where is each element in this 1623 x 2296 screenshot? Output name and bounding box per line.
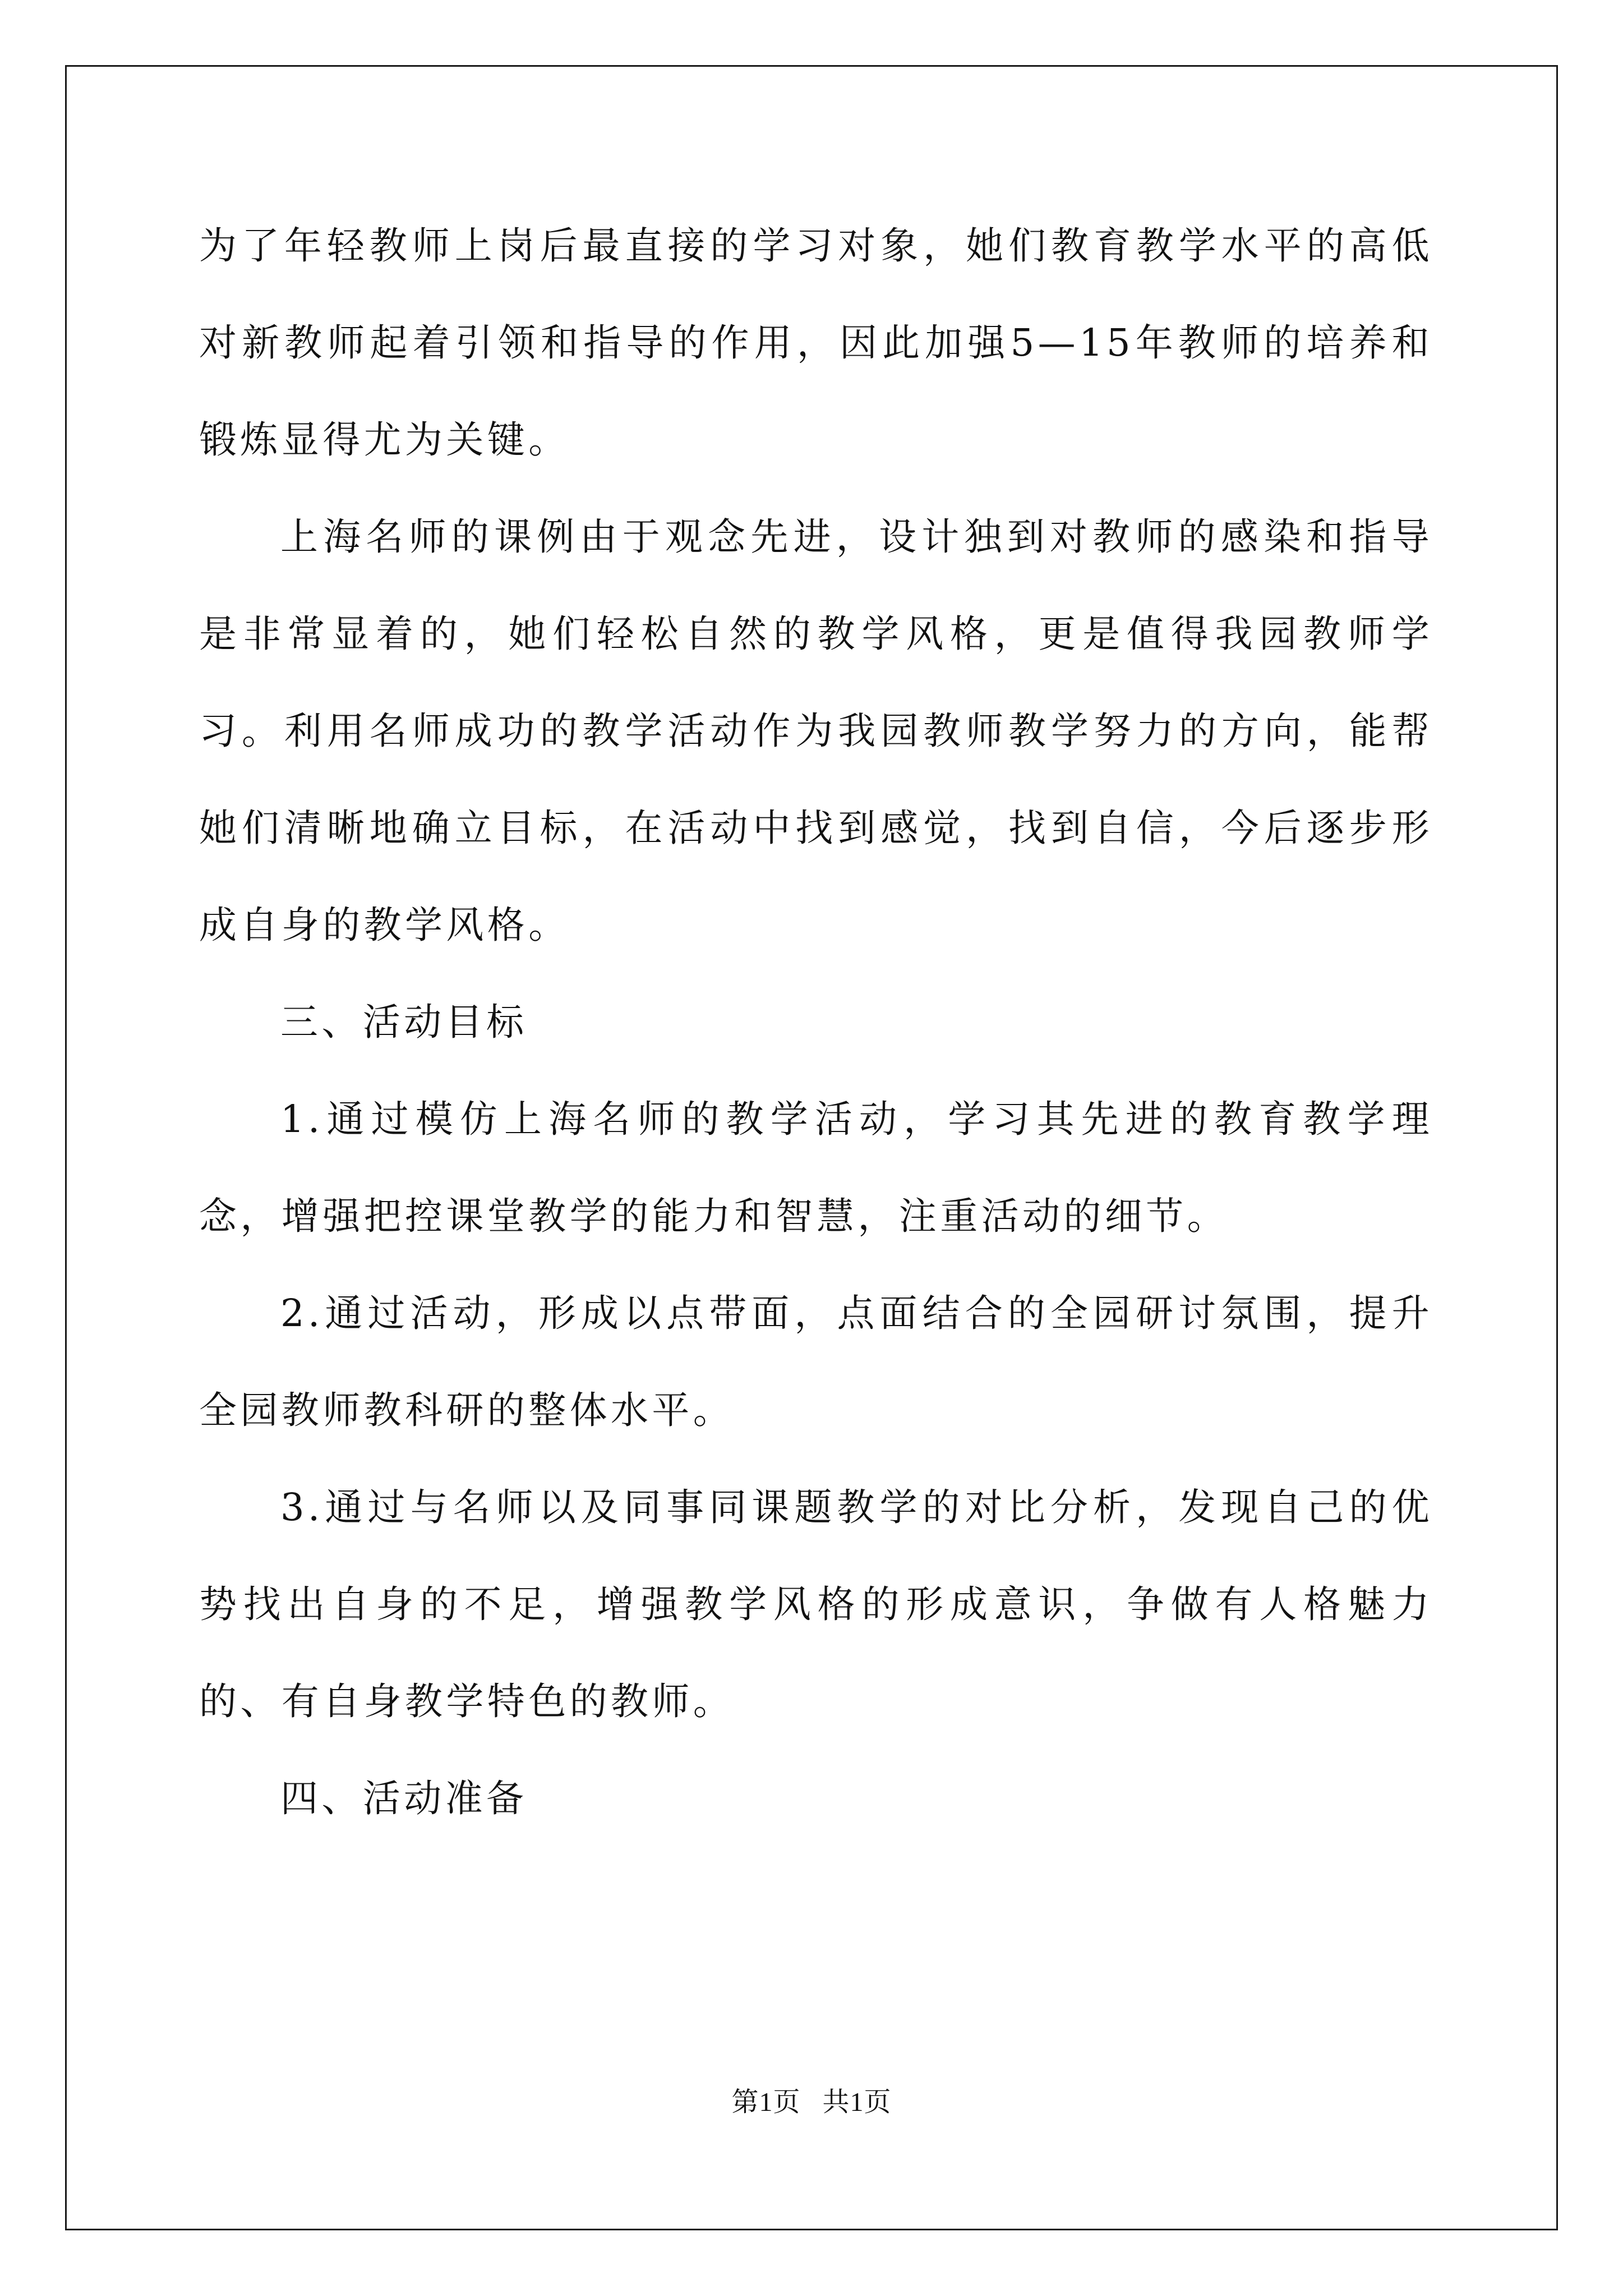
paragraph-intro-continuation: 为了年轻教师上岗后最直接的学习对象，她们教育教学水平的高低对新教师起着引领和指导的作用，因此加强5—15年教师的培养和锻炼显得尤为关键。 bbox=[199, 224, 1433, 462]
paragraph-shanghai-teachers: 上海名师的课例由于观念先进，设计独到对教师的感染和指导是非常显着的，她们轻松自然的教学风格，更是值得我园教师学习。利用名师成功的教学活动作为我园教师教学努力的方向，能帮她们清晰地确立目标，在活动中找到感觉，找到自信，今后逐步形成自身的教学风格。 bbox=[199, 515, 1433, 947]
section-heading-activity-preparation: 四、活动准备 bbox=[280, 1777, 528, 1820]
page-number-footer: 第1页 共1页 bbox=[731, 2087, 892, 2117]
list-item-goal-1: 1.通过模仿上海名师的教学活动，学习其先进的教育教学理念，增强把控课堂教学的能力和智慧，注重活动的细节。 bbox=[199, 1097, 1433, 1238]
document-body bbox=[199, 197, 1433, 1847]
list-item-goal-2: 2.通过活动，形成以点带面，点面结合的全园研讨氛围，提升全园教师教科研的整体水平。 bbox=[199, 1291, 1433, 1432]
list-item-goal-3: 3.通过与名师以及同事同课题教学的对比分析，发现自己的优势找出自身的不足，增强教学风格的形成意识，争做有人格魅力的、有自身教学特色的教师。 bbox=[199, 1485, 1433, 1723]
section-heading-activity-goals: 三、活动目标 bbox=[280, 1000, 528, 1044]
